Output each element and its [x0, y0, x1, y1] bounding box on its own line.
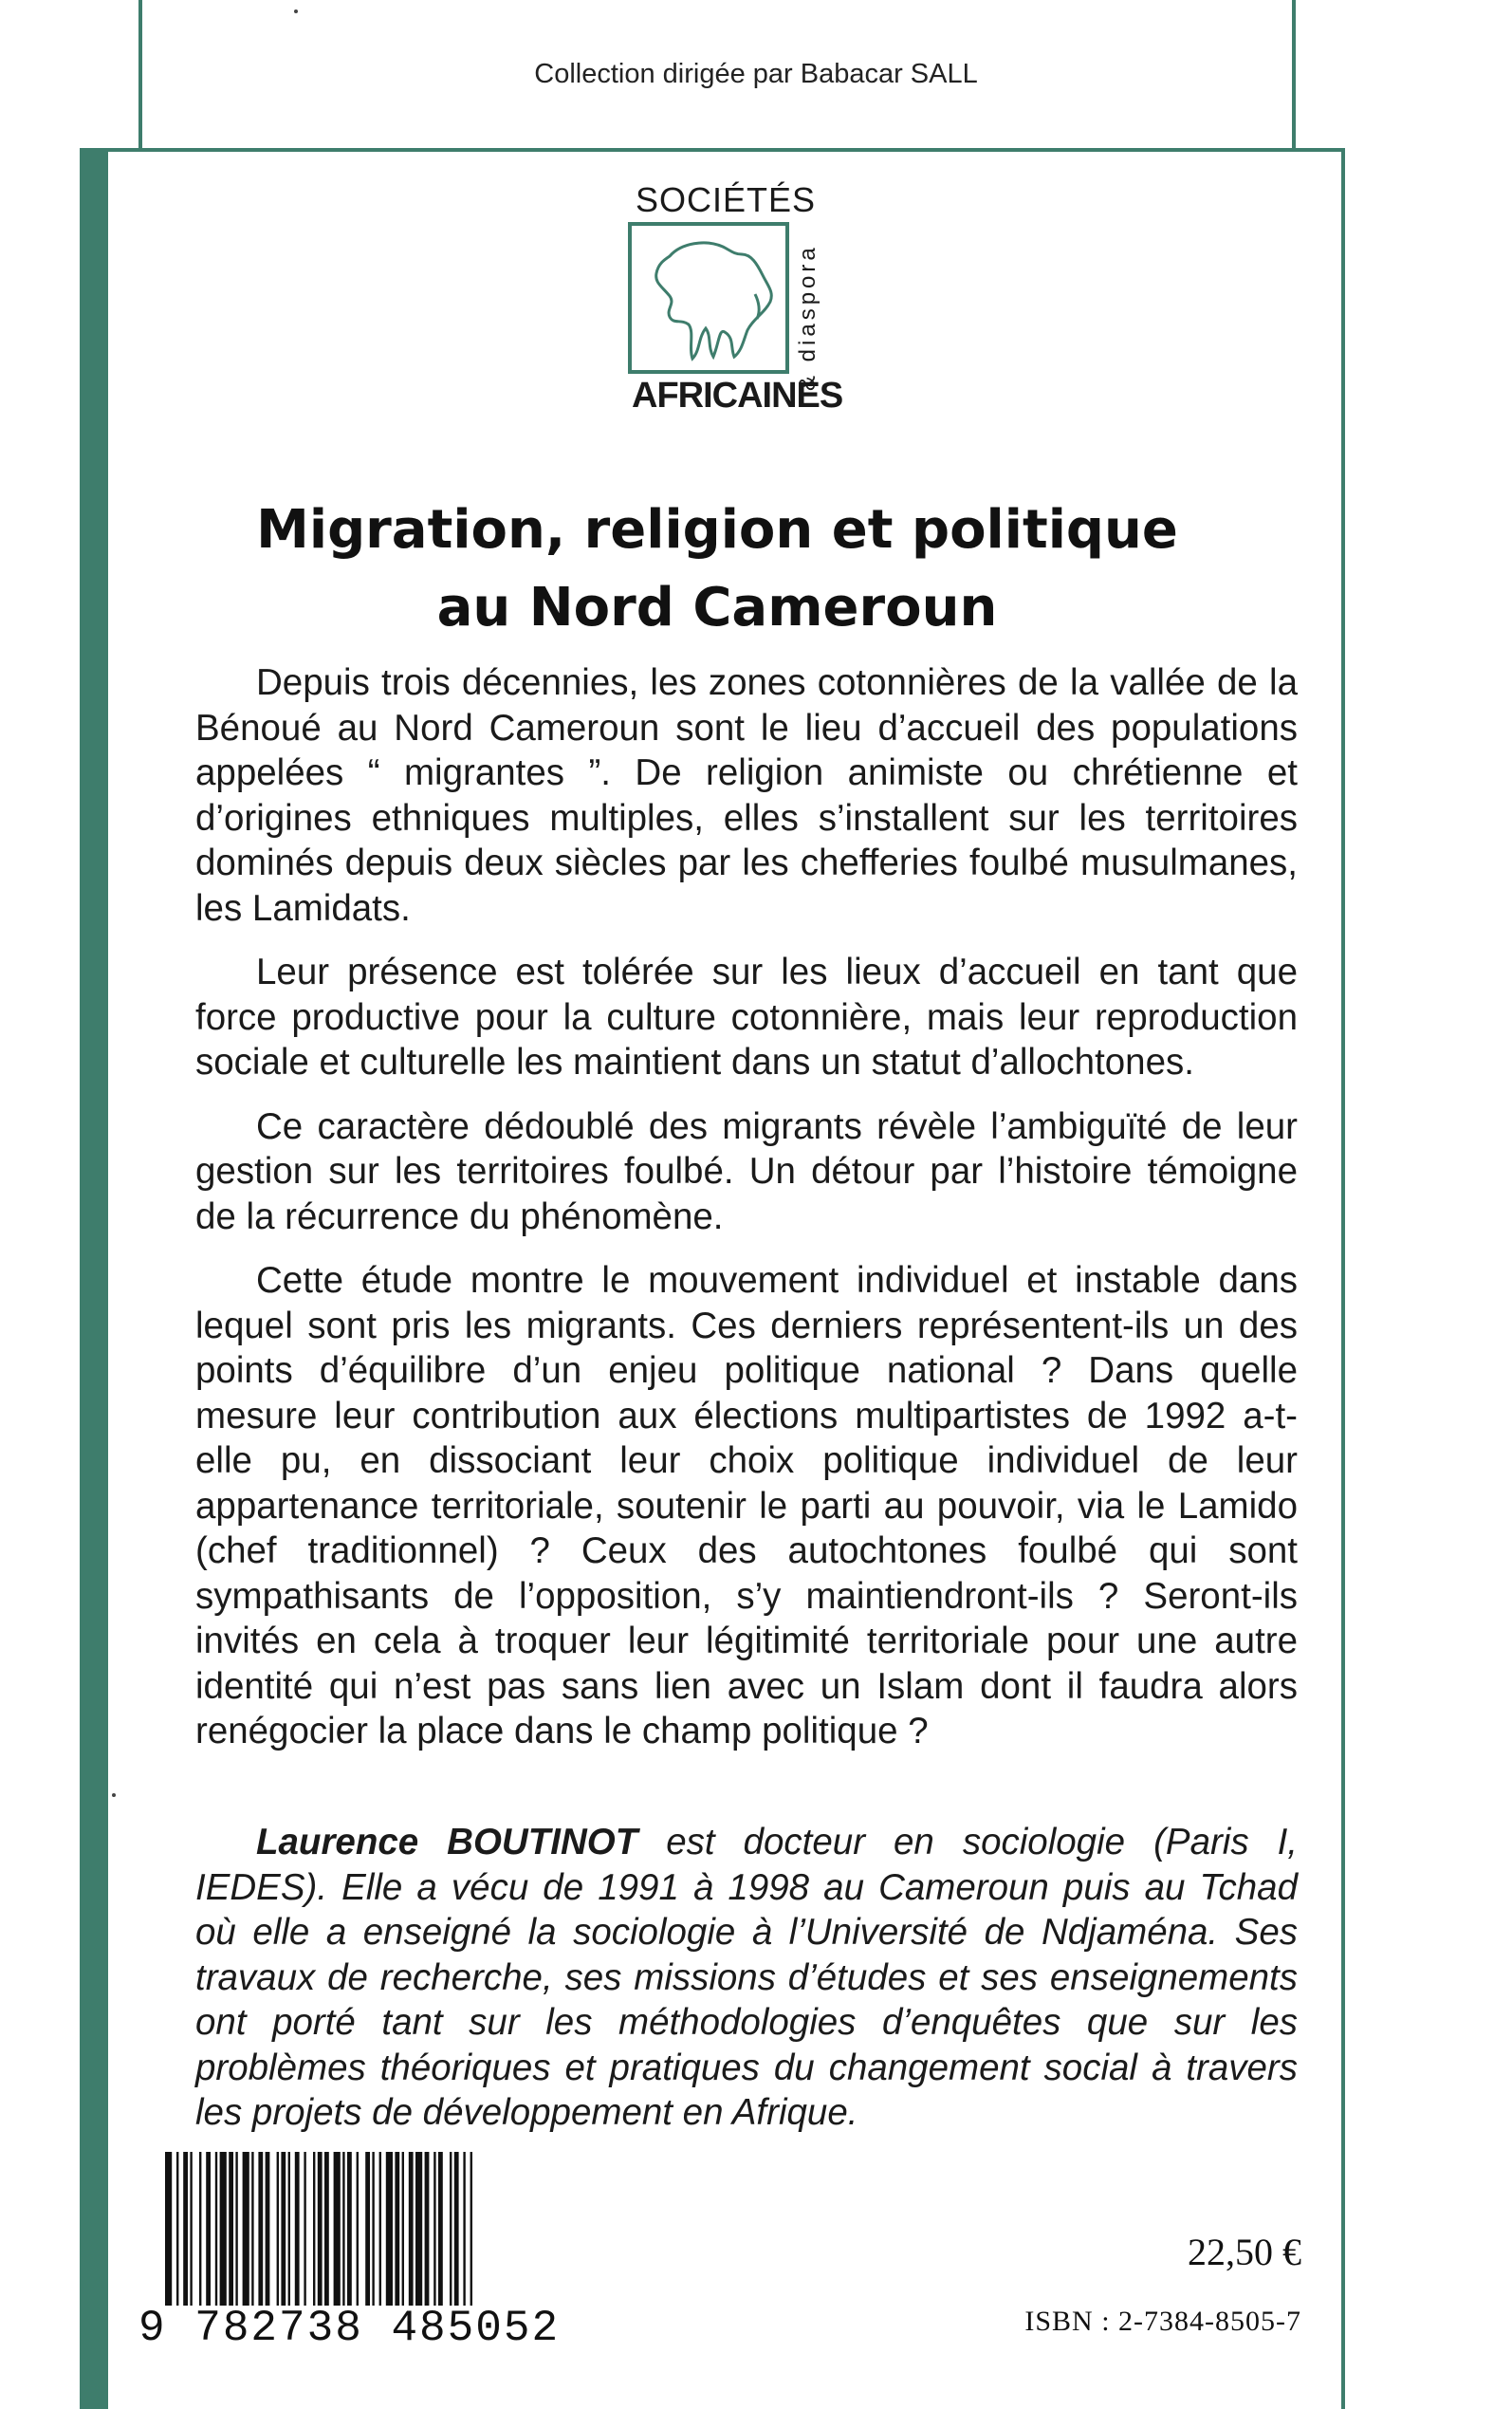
- barcode-bar: [281, 2152, 286, 2306]
- left-color-bar: [80, 150, 108, 2409]
- barcode-bar: [176, 2152, 178, 2306]
- barcode-bar: [379, 2152, 381, 2306]
- barcode-bar: [206, 2152, 211, 2306]
- barcode-bar: [334, 2152, 341, 2306]
- barcode-bar: [243, 2152, 249, 2306]
- print-mark: [294, 9, 298, 13]
- barcode-bar: [450, 2152, 452, 2306]
- logo-side-text: & diaspora: [795, 244, 821, 391]
- barcode-bar: [318, 2152, 323, 2306]
- logo-top-text: SOCIÉTÉS: [636, 180, 817, 219]
- series-logo: [598, 180, 843, 436]
- isbn: ISBN : 2-7384-8505-7: [1024, 2306, 1301, 2337]
- barcode-bar: [357, 2152, 359, 2306]
- paragraph-text: Cette étude montre le mouvement individuel et instable dans lequel sont pris les migrants. Ces derniers représentent-ils un des points d’équilibre d’un enjeu politique national ? Dans quelle mesure leur contribution aux élections multipartistes de 1992 a-t-elle pu, en dissociant leur choix politique individuel de leur appartenance territoriale, soutenir le parti au pouvoir, via le Lamido (chef traditionnel) ? Ceux des autochtones foulbé qui sont sympathisants de l’opposition, s’y maintiendront-ils ? Seront-ils invités en cela à troquer leur légitimité territoriale pour une autre identité qui n’est pas sans lien avec un Islam dont il faudra alors renégocier la place dans le champ politique ?: [195, 1260, 1298, 1751]
- barcode-bar: [433, 2152, 435, 2306]
- barcode-bar: [454, 2152, 459, 2306]
- logo-box: [628, 222, 789, 374]
- barcode-bar: [288, 2152, 290, 2306]
- barcode-bar: [258, 2152, 263, 2306]
- barcode-bar: [415, 2152, 422, 2306]
- logo-bottom-text: AFRICAINES: [632, 376, 843, 416]
- barcode: [161, 2152, 569, 2306]
- blurb-paragraph: [195, 660, 1298, 931]
- africa-map-icon: [632, 226, 785, 370]
- barcode-bar: [402, 2152, 404, 2306]
- barcode-bar: [395, 2152, 399, 2306]
- barcode-bar: [386, 2152, 393, 2306]
- barcode-bar: [183, 2152, 188, 2306]
- paragraph-text: Depuis trois décennies, les zones cotonnières de la vallée de la Bénoué au Nord Cameroun sont le lieu d’accueil des populations appelées “ migrantes ”. De religion animiste ou chrétienne et d’origines ethniques multiples, elles s’installent sur les territoires dominés depuis deux siècles par les chefferies foulbé musulmanes, les Lamidats.: [195, 662, 1298, 929]
- title-line-2: au Nord Cameroun: [436, 577, 998, 639]
- barcode-bar: [266, 2152, 270, 2306]
- blurb-paragraph: [195, 950, 1298, 1085]
- title-line-1: Migration, religion et politique: [256, 499, 1178, 561]
- author-bio-text: est docteur en sociologie (Paris I, IEDES). Elle a vécu de 1991 à 1998 au Cameroun puis au Tchad où elle a enseigné la sociologie à l’Université de Ndjaména. Ses travaux de recherche, ses missions d’études et ses enseignements ont porté tant sur les méthodologies d’enquêtes que sur les problèmes théoriques et pratiques du changement social à travers les projets de développement en Afrique.: [195, 1822, 1298, 2133]
- barcode-bar: [470, 2152, 472, 2306]
- barcode-bar: [229, 2152, 233, 2306]
- barcode-bar: [220, 2152, 227, 2306]
- barcode-bar: [215, 2152, 217, 2306]
- barcode-bar: [365, 2152, 370, 2306]
- barcode-bar: [251, 2152, 253, 2306]
- book-title: [138, 491, 1296, 647]
- barcode-bar: [324, 2152, 329, 2306]
- barcode-bar: [190, 2152, 192, 2306]
- paragraph-text: Leur présence est tolérée sur les lieux d’accueil en tant que force productive pour la culture cotonnière, mais leur reproduction sociale et culturelle les maintient dans un statut d’allochtones.: [195, 952, 1298, 1083]
- barcode-bar: [165, 2152, 172, 2306]
- barcode-bar: [277, 2152, 279, 2306]
- barcode-bar: [372, 2152, 374, 2306]
- barcode-bar: [342, 2152, 344, 2306]
- barcode-bar: [304, 2152, 305, 2306]
- frame-line-right: [1341, 148, 1345, 2409]
- barcode-bar: [235, 2152, 237, 2306]
- barcode-bar: [425, 2152, 430, 2306]
- frame-line-top: [80, 148, 1345, 152]
- author-name: Laurence BOUTINOT: [256, 1822, 638, 1862]
- barcode-bar: [463, 2152, 465, 2306]
- barcode-bar: [347, 2152, 352, 2306]
- author-bio: [195, 1820, 1298, 2136]
- print-mark: [112, 1793, 116, 1797]
- barcode-bar: [295, 2152, 300, 2306]
- blurb: [195, 660, 1298, 1773]
- barcode-number: 9 782738 485052: [138, 2304, 561, 2353]
- barcode-bar: [313, 2152, 315, 2306]
- barcode-bar: [409, 2152, 414, 2306]
- price: 22,50 €: [1188, 2231, 1301, 2273]
- barcode-bar: [438, 2152, 443, 2306]
- paragraph-text: Ce caractère dédoublé des migrants révèle l’ambiguïté de leur gestion sur les territoires foulbé. Un détour par l’histoire témoigne de la récurrence du phénomène.: [195, 1105, 1298, 1237]
- barcode-bar: [199, 2152, 201, 2306]
- blurb-paragraph: [195, 1104, 1298, 1240]
- collection-credit: Collection dirigée par Babacar SALL: [534, 59, 978, 89]
- blurb-paragraph: [195, 1258, 1298, 1754]
